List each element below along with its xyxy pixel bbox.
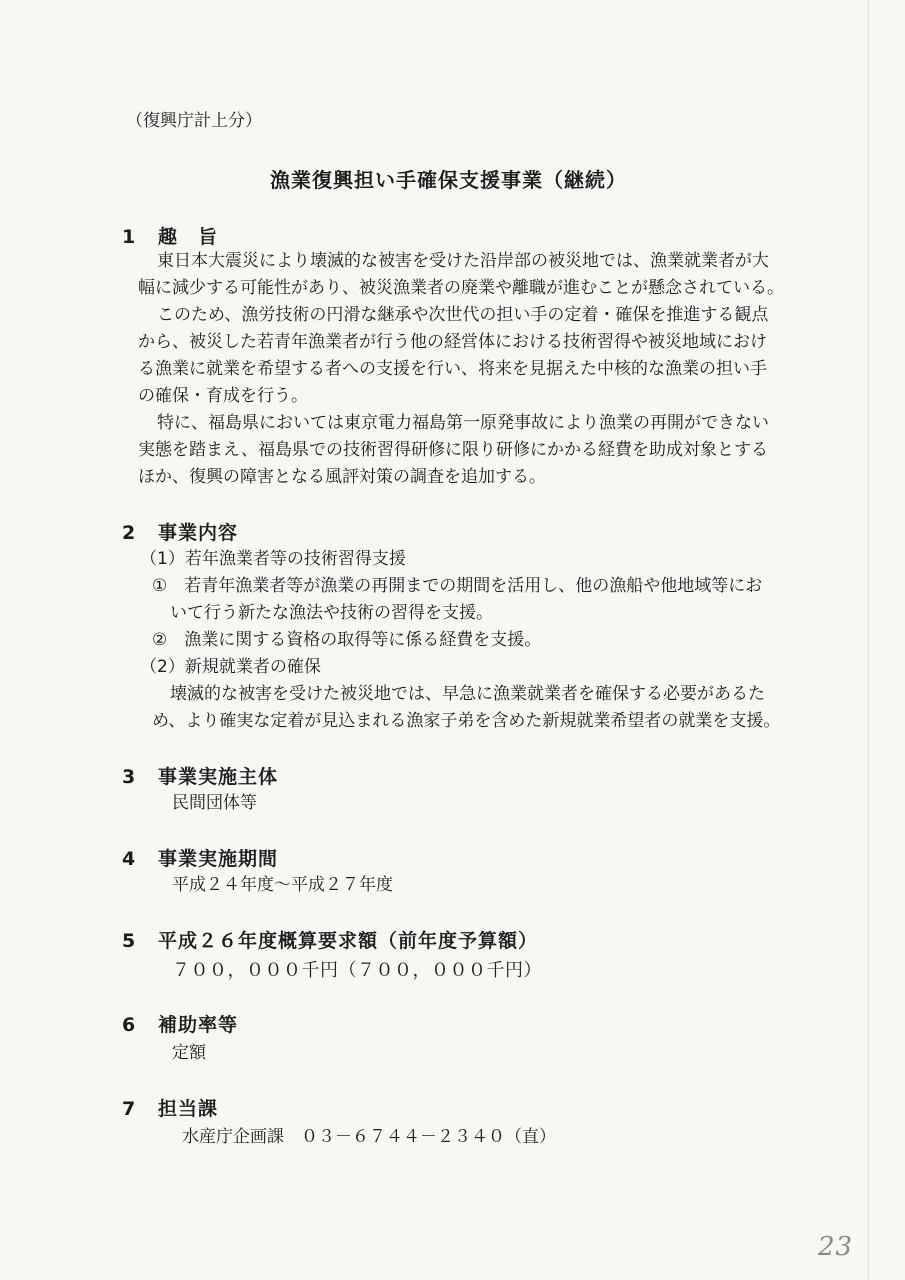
document-title: 漁業復興担い手確保支援事業（継続） [270,168,627,192]
s1-p2-line2: から、被災した若青年漁業者が行う他の経営体における技術習得や被災地域におけ [138,332,767,352]
section-title: 担当課 [158,1098,219,1120]
s2-item2: ② 漁業に関する資格の取得等に係る経費を支援。 [152,630,542,650]
section-number: 1 [122,226,137,248]
section-1-heading [122,222,218,249]
s1-p3-line1: 特に、福島県においては東京電力福島第一原発事故により漁業の再開ができない [157,413,769,433]
s1-p1-line2: 幅に減少する可能性があり、被災漁業者の廃業や離職が進むことが懸念されている。 [138,278,784,298]
s1-p2-line1: このため、漁労技術の円滑な継承や次世代の担い手の定着・確保を推進する観点 [157,305,769,325]
section-title: 補助率等 [158,1014,239,1036]
s1-p3-line3: ほか、復興の障害となる風評対策の調査を追加する。 [138,467,546,487]
s7-body: 水産庁企画課 ０３－６７４４－２３４０（直） [182,1127,556,1147]
section-4-heading [122,844,278,871]
s1-p2-line3: る漁業に就業を希望する者への支援を行い、将来を見据えた中核的な漁業の担い手 [138,359,767,379]
s2-p-line1: 壊滅的な被害を受けた被災地では、早急に漁業就業者を確保する必要があるた [170,684,765,704]
section-title: 趣 旨 [158,226,219,248]
s3-body: 民間団体等 [172,793,257,813]
s2-item1-line1: ① 若青年漁業者等が漁業の再開までの期間を活用し、他の漁船や他地域等にお [152,576,763,596]
section-title: 事業内容 [158,522,239,544]
s1-p3-line2: 実態を踏まえ、福島県での技術習得研修に限り研修にかかる経費を助成対象とする [138,440,769,460]
s2-item1-line2: いて行う新たな漁法や技術の習得を支援。 [170,603,493,623]
section-number: 2 [122,522,137,544]
section-title: 平成２６年度概算要求額（前年度予算額） [158,930,539,952]
section-7-heading [122,1094,218,1121]
section-3-heading [122,762,278,789]
section-5-heading [122,926,538,953]
header-note: （復興庁計上分） [126,111,262,131]
section-number: 5 [122,930,137,952]
section-number: 7 [122,1098,137,1120]
s6-body: 定額 [172,1043,206,1063]
s2-p-line2: め、より確実な定着が見込まれる漁家子弟を含めた新規就業希望者の就業を支援。 [152,711,781,731]
scan-edge-line [868,0,869,1280]
section-6-heading [122,1010,238,1037]
s4-body: 平成２４年度～平成２７年度 [172,875,393,895]
s2-sub1: （1）若年漁業者等の技術習得支援 [140,549,406,569]
page-number: 23 [818,1232,854,1262]
s2-sub2: （2）新規就業者の確保 [140,657,321,677]
section-number: 6 [122,1014,137,1036]
section-title: 事業実施主体 [158,766,279,788]
s1-p2-line4: の確保・育成を行う。 [138,386,308,406]
section-2-heading [122,518,238,545]
section-number: 3 [122,766,137,788]
section-number: 4 [122,848,137,870]
section-title: 事業実施期間 [158,848,279,870]
s1-p1-line1: 東日本大震災により壊滅的な被害を受けた沿岸部の被災地では、漁業就業者が大 [157,251,769,271]
s5-body: ７００，０００千円（７００，０００千円） [172,960,542,981]
